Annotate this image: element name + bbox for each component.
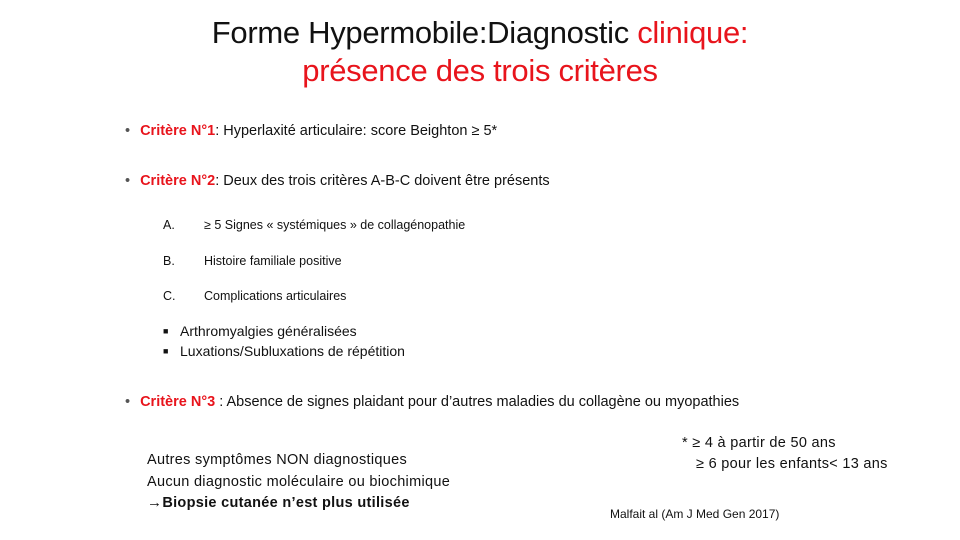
complication-text: Luxations/Subluxations de répétition [180, 343, 405, 359]
sub-letter: C. [163, 289, 176, 303]
sub-letter: B. [163, 254, 175, 268]
sub-text: Complications articulaires [204, 289, 347, 303]
criterion-1 [125, 123, 497, 139]
criterion-2 [125, 173, 550, 189]
square-bullet-icon: ■ [163, 346, 169, 356]
note-line-3-text: Biopsie cutanée n’est plus utilisée [162, 495, 410, 511]
note-line-2: Aucun diagnostic moléculaire ou biochimique [147, 474, 451, 490]
reference: Malfait al (Am J Med Gen 2017) [610, 507, 780, 521]
complication-text: Arthromyalgies généralisées [180, 323, 357, 339]
title-highlight: clinique: [637, 15, 749, 50]
criterion-3-label: Critère N°3 [140, 394, 216, 410]
note-line-1: Autres symptômes NON diagnostiques [147, 452, 408, 468]
criterion-2-label: Critère N°2 [140, 173, 216, 189]
arrow-right-icon: → [147, 494, 163, 511]
bullet: • [125, 394, 131, 410]
complication-item [163, 343, 405, 359]
bullet: • [125, 173, 131, 189]
sub-criterion-a [163, 218, 465, 232]
sub-text: ≥ 5 Signes « systémiques » de collagénopathie [204, 218, 466, 232]
criterion-2-text: : Deux des trois critères A-B-C doivent être présents [215, 173, 550, 189]
title-prefix: Forme Hypermobile:Diagnostic [211, 15, 638, 50]
sub-criterion-b [163, 254, 342, 268]
title-line-2: présence des trois critères [302, 53, 658, 88]
criterion-1-text: : Hyperlaxité articulaire: score Beighton ≥ 5* [215, 123, 498, 139]
note-line-3 [147, 494, 410, 511]
criterion-1-label: Critère N°1 [140, 123, 216, 139]
sub-criterion-c [163, 289, 346, 303]
square-bullet-icon: ■ [163, 326, 169, 336]
title-line-1 [0, 14, 960, 52]
criterion-3 [125, 394, 739, 410]
slide-title [0, 14, 960, 90]
sub-text: Histoire familiale positive [204, 254, 342, 268]
bullet: • [125, 123, 131, 139]
sub-letter: A. [163, 218, 175, 232]
complication-item [163, 323, 357, 339]
footnote-line-2: ≥ 6 pour les enfants< 13 ans [696, 456, 888, 472]
footnote-line-1: * ≥ 4 à partir de 50 ans [682, 435, 836, 451]
criterion-3-text: : Absence de signes plaidant pour d’autres maladies du collagène ou myopathies [215, 394, 740, 410]
